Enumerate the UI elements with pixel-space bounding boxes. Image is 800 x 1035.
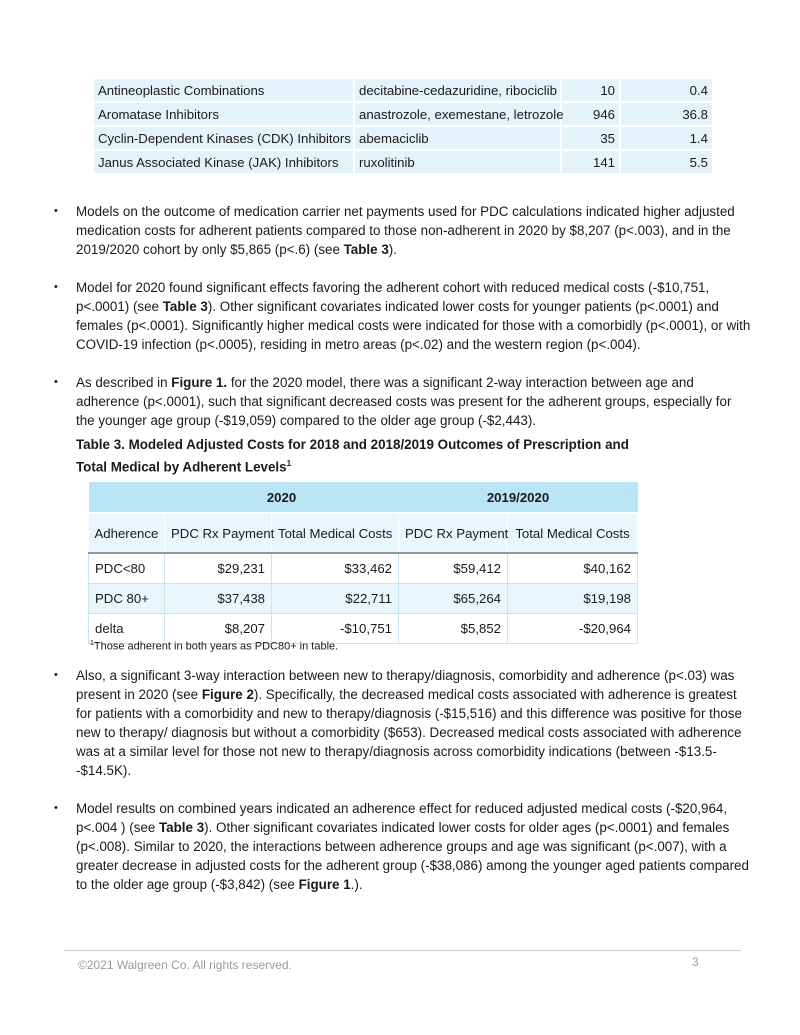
table-row bbox=[93, 102, 713, 126]
table-row bbox=[93, 78, 713, 102]
adherence-cell: delta bbox=[89, 614, 165, 644]
count-cell: 946 bbox=[561, 102, 620, 126]
table-row bbox=[89, 614, 638, 644]
list-item: • As described in Figure 1. for the 2020 model, there was a significant 2-way interaction between age and adherence (p<.0001), such that significant decreased costs was present for the adherent groups, especially for the younger age group (-$19,059) compared to the older age group (-$2,443). bbox=[52, 373, 752, 430]
table3-caption: Table 3. Modeled Adjusted Costs for 2018 and 2018/2019 Outcomes of Prescription and Total Medical by Adherent Levels$^1$ bbox=[76, 437, 629, 475]
value-cell: $40,162 bbox=[508, 553, 638, 584]
drug-names-cell: abemaciclib bbox=[354, 126, 561, 150]
percent-cell: 0.4 bbox=[620, 78, 713, 102]
value-cell: -$10,751 bbox=[272, 614, 399, 644]
table3-footnote: $^1$Those adherent in both years as PDC80+ in table. bbox=[90, 640, 339, 653]
column-header: Total Medical Costs bbox=[508, 513, 638, 553]
drug-names-cell: decitabine-cedazuridine, ribociclib bbox=[354, 78, 561, 102]
page-number: 3 bbox=[692, 955, 699, 969]
list-item: • Models on the outcome of medication carrier net payments used for PDC calculations indicated higher adjusted medication costs for adherent patients compared to those non-adherent in 2020 by $8,207 (p<.003), and in the 2019/2020 cohort by only $5,865 (p<.6) (see Table 3). bbox=[52, 202, 752, 259]
table-header-row bbox=[89, 513, 638, 553]
column-header: Adherence bbox=[89, 513, 165, 553]
drug-class-cell: Janus Associated Kinase (JAK) Inhibitors bbox=[93, 150, 354, 174]
drug-class-cell: Cyclin-Dependent Kinases (CDK) Inhibitors bbox=[93, 126, 354, 150]
drug-class-table bbox=[92, 77, 714, 175]
empty-header-cell bbox=[89, 482, 165, 513]
drug-class-cell: Antineoplastic Combinations bbox=[93, 78, 354, 102]
count-cell: 10 bbox=[561, 78, 620, 102]
drug-class-cell: Aromatase Inhibitors bbox=[93, 102, 354, 126]
table-row bbox=[89, 584, 638, 614]
count-cell: 141 bbox=[561, 150, 620, 174]
table-row bbox=[89, 553, 638, 584]
count-cell: 35 bbox=[561, 126, 620, 150]
value-cell: $22,711 bbox=[272, 584, 399, 614]
column-header: Total Medical Costs bbox=[272, 513, 399, 553]
value-cell: $19,198 bbox=[508, 584, 638, 614]
value-cell: $33,462 bbox=[272, 553, 399, 584]
group-header-2020: 2020 bbox=[165, 482, 399, 513]
value-cell: $65,264 bbox=[399, 584, 508, 614]
list-item: • Also, a significant 3-way interaction between new to therapy/diagnosis, comorbidity and adherence (p<.03) was present in 2020 (see Figure 2). Specifically, the decreased medical costs associated with adherence is greatest for patients with a comorbidity and new to therapy/diagnosis (-$15,516) and this difference was positive for those new to therapy/ diagnosis but without a comorbidity ($653). Decreased medical costs associated with adherence was at a similar level for those not new to therapy/diagnosis across comorbidity indications (between -$13.5--$14.5K). bbox=[52, 666, 752, 780]
value-cell: $5,852 bbox=[399, 614, 508, 644]
value-cell: $37,438 bbox=[165, 584, 272, 614]
percent-cell: 5.5 bbox=[620, 150, 713, 174]
column-header: PDC Rx Payment bbox=[399, 513, 508, 553]
table-row bbox=[93, 150, 713, 174]
group-header-2019-2020: 2019/2020 bbox=[399, 482, 638, 513]
percent-cell: 1.4 bbox=[620, 126, 713, 150]
drug-names-cell: ruxolitinib bbox=[354, 150, 561, 174]
findings-list-bottom bbox=[52, 666, 752, 894]
table3 bbox=[88, 482, 638, 644]
copyright-text: ©2021 Walgreen Co. All rights reserved. bbox=[78, 958, 292, 972]
table-header-group bbox=[89, 482, 638, 513]
findings-list-top bbox=[52, 202, 752, 430]
adherence-cell: PDC 80+ bbox=[89, 584, 165, 614]
value-cell: $8,207 bbox=[165, 614, 272, 644]
footer-divider bbox=[64, 950, 741, 951]
drug-names-cell: anastrozole, exemestane, letrozole bbox=[354, 102, 561, 126]
value-cell: -$20,964 bbox=[508, 614, 638, 644]
adherence-cell: PDC<80 bbox=[89, 553, 165, 584]
list-item: • Model results on combined years indicated an adherence effect for reduced adjusted medical costs (-$20,964, p<.004 ) (see Table 3). Other significant covariates indicated lower costs for older ages (p<.0001) and females (p<.008). Similar to 2020, the interactions between adherence groups and age was significant (p<.007), with a greater decrease in adjusted costs for the adherent group (-$38,086) among the younger aged patients compared to the older age group (-$3,842) (see Figure 1.). bbox=[52, 799, 752, 894]
percent-cell: 36.8 bbox=[620, 102, 713, 126]
column-header: PDC Rx Payment bbox=[165, 513, 272, 553]
list-item: • Model for 2020 found significant effects favoring the adherent cohort with reduced medical costs (-$10,751, p<.0001) (see Table 3). Other significant covariates indicated lower costs for younger patients (p<.0001) and females (p<.0001). Significantly higher medical costs were indicated for those with a comorbidly (p<.0001), or with COVID-19 infection (p<.0005), residing in metro areas (p<.02) and the western region (p<.004). bbox=[52, 278, 752, 354]
value-cell: $29,231 bbox=[165, 553, 272, 584]
value-cell: $59,412 bbox=[399, 553, 508, 584]
table-row bbox=[93, 126, 713, 150]
